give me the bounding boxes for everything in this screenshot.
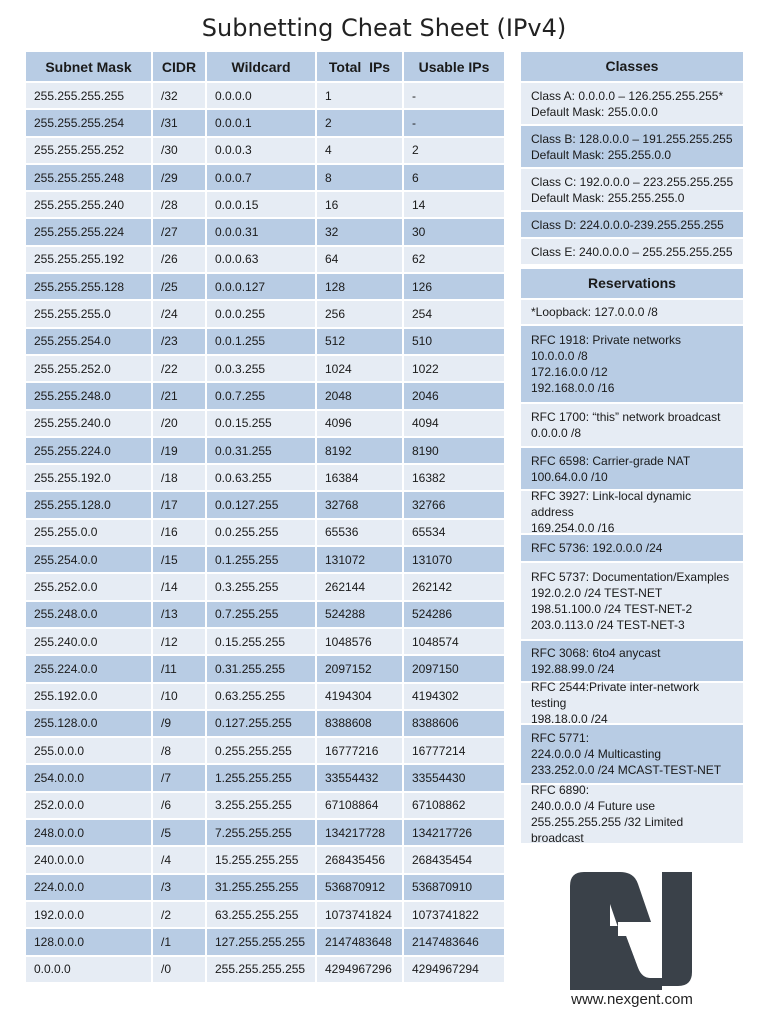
total-ips-cell: 16 — [317, 192, 404, 219]
total-ips-cell: 64 — [317, 247, 404, 274]
subnet-mask-cell: 255.192.0.0 — [26, 684, 153, 711]
cidr-cell: /32 — [153, 83, 207, 110]
table-row — [26, 438, 504, 465]
subnet-mask-cell: 248.0.0.0 — [26, 820, 153, 847]
class-line: Default Mask: 255.0.0.0 — [531, 104, 658, 119]
total-ips-cell: 536870912 — [317, 875, 404, 902]
wildcard-cell: 0.127.255.255 — [207, 711, 317, 738]
wildcard-cell: 0.0.15.255 — [207, 411, 317, 438]
usable-ips-cell: 65534 — [404, 520, 504, 547]
subnet-mask-cell: 255.128.0.0 — [26, 711, 153, 738]
page-title: Subnetting Cheat Sheet (IPv4) — [201, 14, 567, 42]
table-row — [26, 301, 504, 328]
total-ips-cell: 262144 — [317, 574, 404, 601]
usable-ips-cell: 131070 — [404, 547, 504, 574]
usable-ips-cell: 62 — [404, 247, 504, 274]
cidr-cell: /7 — [153, 765, 207, 792]
table-row — [26, 465, 504, 492]
reservation-line: 240.0.0.0 /4 Future use — [531, 799, 656, 813]
total-ips-cell: 2048 — [317, 383, 404, 410]
table-row — [26, 684, 504, 711]
subnet-mask-cell: 255.255.224.0 — [26, 438, 153, 465]
usable-ips-cell: 4294967294 — [404, 957, 504, 984]
reservation-line: 198.18.0.0 /24 — [531, 712, 608, 726]
reservation-line: 224.0.0.0 /4 Multicasting — [531, 747, 662, 761]
table-row — [26, 492, 504, 519]
total-ips-cell: 4 — [317, 138, 404, 165]
table-row — [26, 629, 504, 656]
total-ips-cell: 4096 — [317, 411, 404, 438]
classes-list — [521, 83, 743, 266]
cidr-cell: /9 — [153, 711, 207, 738]
reservation-item — [521, 326, 743, 404]
table-row — [26, 875, 504, 902]
subnet-mask-cell: 255.255.192.0 — [26, 465, 153, 492]
subnet-mask-cell: 255.254.0.0 — [26, 547, 153, 574]
wildcard-cell: 0.0.0.3 — [207, 138, 317, 165]
subnet-mask-cell: 192.0.0.0 — [26, 902, 153, 929]
cidr-cell: /19 — [153, 438, 207, 465]
table-row — [26, 247, 504, 274]
wildcard-cell: 0.7.255.255 — [207, 602, 317, 629]
cidr-cell: /20 — [153, 411, 207, 438]
subnet-mask-cell: 255.255.255.240 — [26, 192, 153, 219]
total-ips-cell: 128 — [317, 274, 404, 301]
total-ips-cell: 32 — [317, 219, 404, 246]
usable-ips-cell: 14 — [404, 192, 504, 219]
reservation-line: 100.64.0.0 /10 — [531, 469, 608, 484]
subnet-mask-cell: 255.255.128.0 — [26, 492, 153, 519]
subnet-mask-cell: 255.255.248.0 — [26, 383, 153, 410]
reservation-line: 0.0.0.0 /8 — [531, 426, 582, 440]
cidr-cell: /22 — [153, 356, 207, 383]
header-wildcard: Wildcard — [207, 52, 317, 83]
cidr-cell: /26 — [153, 247, 207, 274]
header-usable-ips: Usable IPs — [404, 52, 504, 83]
wildcard-cell: 0.1.255.255 — [207, 547, 317, 574]
reservation-item — [521, 535, 743, 563]
table-row — [26, 929, 504, 956]
wildcard-cell: 7.255.255.255 — [207, 820, 317, 847]
total-ips-cell: 2147483648 — [317, 929, 404, 956]
class-line: Default Mask: 255.255.255.0 — [531, 190, 685, 205]
cidr-cell: /1 — [153, 929, 207, 956]
table-row — [26, 110, 504, 137]
class-item — [521, 169, 743, 212]
subnet-mask-cell: 255.240.0.0 — [26, 629, 153, 656]
reservation-item — [521, 563, 743, 641]
cidr-cell: /3 — [153, 875, 207, 902]
cidr-cell: /17 — [153, 492, 207, 519]
subnet-mask-cell: 255.255.255.224 — [26, 219, 153, 246]
total-ips-cell: 1 — [317, 83, 404, 110]
cidr-cell: /16 — [153, 520, 207, 547]
usable-ips-cell: 2147483646 — [404, 929, 504, 956]
total-ips-cell: 512 — [317, 329, 404, 356]
reservation-item — [521, 725, 743, 785]
total-ips-cell: 65536 — [317, 520, 404, 547]
reservation-line: RFC 1700: “this” network broadcast — [531, 410, 721, 424]
reservation-line: 192.88.99.0 /24 — [531, 662, 615, 676]
subnet-mask-cell: 255.255.255.128 — [26, 274, 153, 301]
usable-ips-cell: 6 — [404, 165, 504, 192]
header-subnet-mask: Subnet Mask — [26, 52, 153, 83]
usable-ips-cell: 524286 — [404, 602, 504, 629]
wildcard-cell: 0.0.63.255 — [207, 465, 317, 492]
table-row — [26, 520, 504, 547]
usable-ips-cell: 33554430 — [404, 765, 504, 792]
wildcard-cell: 0.0.255.255 — [207, 520, 317, 547]
cidr-cell: /5 — [153, 820, 207, 847]
class-line: Class D: 224.0.0.0-239.255.255.255 — [531, 217, 724, 232]
table-row — [26, 356, 504, 383]
wildcard-cell: 3.255.255.255 — [207, 793, 317, 820]
subnet-mask-cell: 255.255.255.255 — [26, 83, 153, 110]
subnet-mask-cell: 255.255.255.252 — [26, 138, 153, 165]
usable-ips-cell: 8388606 — [404, 711, 504, 738]
table-row — [26, 383, 504, 410]
usable-ips-cell: 254 — [404, 301, 504, 328]
reservation-line: RFC 6890: — [531, 783, 590, 797]
usable-ips-cell: 30 — [404, 219, 504, 246]
wildcard-cell: 0.15.255.255 — [207, 629, 317, 656]
class-item — [521, 126, 743, 169]
usable-ips-cell: 1022 — [404, 356, 504, 383]
total-ips-cell: 256 — [317, 301, 404, 328]
class-line: Class A: 0.0.0.0 – 126.255.255.255* — [531, 88, 724, 103]
wildcard-cell: 0.0.127.255 — [207, 492, 317, 519]
cidr-cell: /12 — [153, 629, 207, 656]
total-ips-cell: 1073741824 — [317, 902, 404, 929]
reservation-line: 10.0.0.0 /8 — [531, 349, 588, 363]
reservation-item — [521, 641, 743, 683]
reservation-line: RFC 5771: — [531, 731, 590, 745]
wildcard-cell: 0.0.0.15 — [207, 192, 317, 219]
usable-ips-cell: 134217726 — [404, 820, 504, 847]
reservation-item — [521, 680, 743, 726]
subnet-mask-cell: 255.224.0.0 — [26, 656, 153, 683]
reservation-line: 192.0.2.0 /24 TEST-NET — [531, 586, 663, 600]
cidr-cell: /28 — [153, 192, 207, 219]
cidr-cell: /6 — [153, 793, 207, 820]
table-row — [26, 192, 504, 219]
usable-ips-cell: 16382 — [404, 465, 504, 492]
reservation-line: 169.254.0.0 /16 — [531, 521, 615, 535]
cidr-cell: /15 — [153, 547, 207, 574]
total-ips-cell: 33554432 — [317, 765, 404, 792]
reservation-line: RFC 5736: 192.0.0.0 /24 — [531, 541, 663, 555]
reservation-line: *Loopback: 127.0.0.0 /8 — [531, 305, 658, 319]
wildcard-cell: 15.255.255.255 — [207, 847, 317, 874]
usable-ips-cell: 536870910 — [404, 875, 504, 902]
reservations-header: Reservations — [521, 269, 743, 300]
cidr-cell: /30 — [153, 138, 207, 165]
subnet-mask-cell: 255.255.255.0 — [26, 301, 153, 328]
subnet-mask-cell: 224.0.0.0 — [26, 875, 153, 902]
wildcard-cell: 0.0.0.0 — [207, 83, 317, 110]
cidr-cell: /23 — [153, 329, 207, 356]
usable-ips-cell: 1048574 — [404, 629, 504, 656]
total-ips-cell: 16384 — [317, 465, 404, 492]
reservation-line: 203.0.113.0 /24 TEST-NET-3 — [531, 618, 685, 632]
table-row — [26, 219, 504, 246]
subnet-mask-cell: 255.255.255.254 — [26, 110, 153, 137]
total-ips-cell: 4294967296 — [317, 957, 404, 984]
total-ips-cell: 268435456 — [317, 847, 404, 874]
reservation-item — [521, 404, 743, 448]
usable-ips-cell: 32766 — [404, 492, 504, 519]
usable-ips-cell: 2097150 — [404, 656, 504, 683]
class-line: Class E: 240.0.0.0 – 255.255.255.255 — [531, 244, 733, 259]
subnet-mask-cell: 255.255.0.0 — [26, 520, 153, 547]
table-row — [26, 274, 504, 301]
subnet-mask-cell: 255.255.255.248 — [26, 165, 153, 192]
side-panel — [521, 52, 743, 845]
subnet-mask-cell: 255.255.252.0 — [26, 356, 153, 383]
wildcard-cell: 1.255.255.255 — [207, 765, 317, 792]
usable-ips-cell: 268435454 — [404, 847, 504, 874]
reservation-item — [521, 491, 743, 535]
total-ips-cell: 8192 — [317, 438, 404, 465]
class-line: Class C: 192.0.0.0 – 223.255.255.255 — [531, 174, 734, 189]
wildcard-cell: 0.0.3.255 — [207, 356, 317, 383]
header-cidr: CIDR — [153, 52, 207, 83]
class-item — [521, 239, 743, 266]
cidr-cell: /21 — [153, 383, 207, 410]
header-total-ips: Total IPs — [317, 52, 404, 83]
reservation-item — [521, 785, 743, 845]
wildcard-cell: 0.0.0.7 — [207, 165, 317, 192]
cidr-cell: /11 — [153, 656, 207, 683]
reservation-line: RFC 5737: Documentation/Examples — [531, 570, 730, 584]
subnet-mask-cell: 0.0.0.0 — [26, 957, 153, 984]
subnet-mask-cell: 255.0.0.0 — [26, 738, 153, 765]
cidr-cell: /13 — [153, 602, 207, 629]
classes-header: Classes — [521, 52, 743, 83]
usable-ips-cell: 262142 — [404, 574, 504, 601]
cidr-cell: /25 — [153, 274, 207, 301]
wildcard-cell: 0.0.0.127 — [207, 274, 317, 301]
table-row — [26, 329, 504, 356]
table-row — [26, 847, 504, 874]
cidr-cell: /10 — [153, 684, 207, 711]
reservation-line: 233.252.0.0 /24 MCAST-TEST-NET — [531, 763, 722, 777]
table-row — [26, 820, 504, 847]
reservation-line: RFC 2544:Private inter-network testing — [531, 680, 700, 710]
table-row — [26, 83, 504, 110]
cidr-cell: /4 — [153, 847, 207, 874]
table-header-row — [26, 52, 504, 83]
subnet-mask-cell: 254.0.0.0 — [26, 765, 153, 792]
cidr-cell: /18 — [153, 465, 207, 492]
usable-ips-cell: 2 — [404, 138, 504, 165]
table-row — [26, 574, 504, 601]
table-row — [26, 547, 504, 574]
subnet-mask-cell: 255.255.240.0 — [26, 411, 153, 438]
usable-ips-cell: 8190 — [404, 438, 504, 465]
wildcard-cell: 0.31.255.255 — [207, 656, 317, 683]
class-line: Default Mask: 255.255.0.0 — [531, 147, 672, 162]
usable-ips-cell: 510 — [404, 329, 504, 356]
nexgent-logo — [566, 866, 696, 990]
table-row — [26, 138, 504, 165]
subnet-mask-cell: 128.0.0.0 — [26, 929, 153, 956]
subnet-mask-cell: 255.248.0.0 — [26, 602, 153, 629]
wildcard-cell: 255.255.255.255 — [207, 957, 317, 984]
reservation-item — [521, 300, 743, 326]
wildcard-cell: 0.63.255.255 — [207, 684, 317, 711]
cidr-cell: /27 — [153, 219, 207, 246]
usable-ips-cell: - — [404, 110, 504, 137]
wildcard-cell: 0.0.0.1 — [207, 110, 317, 137]
cidr-cell: /14 — [153, 574, 207, 601]
table-row — [26, 902, 504, 929]
reservations-list — [521, 300, 743, 845]
reservation-item — [521, 448, 743, 491]
table-row — [26, 738, 504, 765]
cidr-cell: /8 — [153, 738, 207, 765]
total-ips-cell: 16777216 — [317, 738, 404, 765]
table-row — [26, 411, 504, 438]
cidr-cell: /0 — [153, 957, 207, 984]
subnet-mask-cell: 252.0.0.0 — [26, 793, 153, 820]
usable-ips-cell: 2046 — [404, 383, 504, 410]
usable-ips-cell: - — [404, 83, 504, 110]
wildcard-cell: 0.0.7.255 — [207, 383, 317, 410]
usable-ips-cell: 4094 — [404, 411, 504, 438]
wildcard-cell: 0.0.0.31 — [207, 219, 317, 246]
usable-ips-cell: 16777214 — [404, 738, 504, 765]
class-item — [521, 212, 743, 239]
wildcard-cell: 0.0.1.255 — [207, 329, 317, 356]
wildcard-cell: 127.255.255.255 — [207, 929, 317, 956]
table-row — [26, 656, 504, 683]
reservation-line: RFC 3068: 6to4 anycast — [531, 646, 661, 660]
subnet-table — [26, 52, 504, 984]
reservation-line: RFC 1918: Private networks — [531, 333, 682, 347]
class-item — [521, 83, 743, 126]
total-ips-cell: 131072 — [317, 547, 404, 574]
total-ips-cell: 2 — [317, 110, 404, 137]
footer-url[interactable]: www.nexgent.com — [571, 991, 693, 1008]
table-row — [26, 602, 504, 629]
wildcard-cell: 0.0.31.255 — [207, 438, 317, 465]
usable-ips-cell: 67108862 — [404, 793, 504, 820]
reservation-line: 172.16.0.0 /12 — [531, 365, 608, 379]
table-row — [26, 165, 504, 192]
wildcard-cell: 0.3.255.255 — [207, 574, 317, 601]
total-ips-cell: 1048576 — [317, 629, 404, 656]
subnet-mask-cell: 255.255.255.192 — [26, 247, 153, 274]
table-row — [26, 711, 504, 738]
total-ips-cell: 2097152 — [317, 656, 404, 683]
reservation-line: 198.51.100.0 /24 TEST-NET-2 — [531, 602, 693, 616]
subnet-mask-cell: 255.252.0.0 — [26, 574, 153, 601]
cidr-cell: /24 — [153, 301, 207, 328]
total-ips-cell: 8388608 — [317, 711, 404, 738]
table-row — [26, 793, 504, 820]
table-row — [26, 765, 504, 792]
wildcard-cell: 31.255.255.255 — [207, 875, 317, 902]
reservation-line: 255.255.255.255 /32 Limited broadcast — [531, 815, 684, 845]
subnet-mask-cell: 240.0.0.0 — [26, 847, 153, 874]
total-ips-cell: 67108864 — [317, 793, 404, 820]
total-ips-cell: 4194304 — [317, 684, 404, 711]
reservation-line: RFC 6598: Carrier-grade NAT — [531, 453, 691, 468]
wildcard-cell: 0.0.0.63 — [207, 247, 317, 274]
total-ips-cell: 8 — [317, 165, 404, 192]
total-ips-cell: 524288 — [317, 602, 404, 629]
usable-ips-cell: 126 — [404, 274, 504, 301]
table-row — [26, 957, 504, 984]
reservation-line: 192.168.0.0 /16 — [531, 381, 615, 395]
reservation-line: RFC 3927: Link-local dynamic address — [531, 489, 692, 519]
wildcard-cell: 0.255.255.255 — [207, 738, 317, 765]
cidr-cell: /29 — [153, 165, 207, 192]
cidr-cell: /2 — [153, 902, 207, 929]
total-ips-cell: 32768 — [317, 492, 404, 519]
class-line: Class B: 128.0.0.0 – 191.255.255.255 — [531, 131, 733, 146]
wildcard-cell: 63.255.255.255 — [207, 902, 317, 929]
cidr-cell: /31 — [153, 110, 207, 137]
usable-ips-cell: 1073741822 — [404, 902, 504, 929]
subnet-mask-cell: 255.255.254.0 — [26, 329, 153, 356]
total-ips-cell: 134217728 — [317, 820, 404, 847]
usable-ips-cell: 4194302 — [404, 684, 504, 711]
total-ips-cell: 1024 — [317, 356, 404, 383]
wildcard-cell: 0.0.0.255 — [207, 301, 317, 328]
